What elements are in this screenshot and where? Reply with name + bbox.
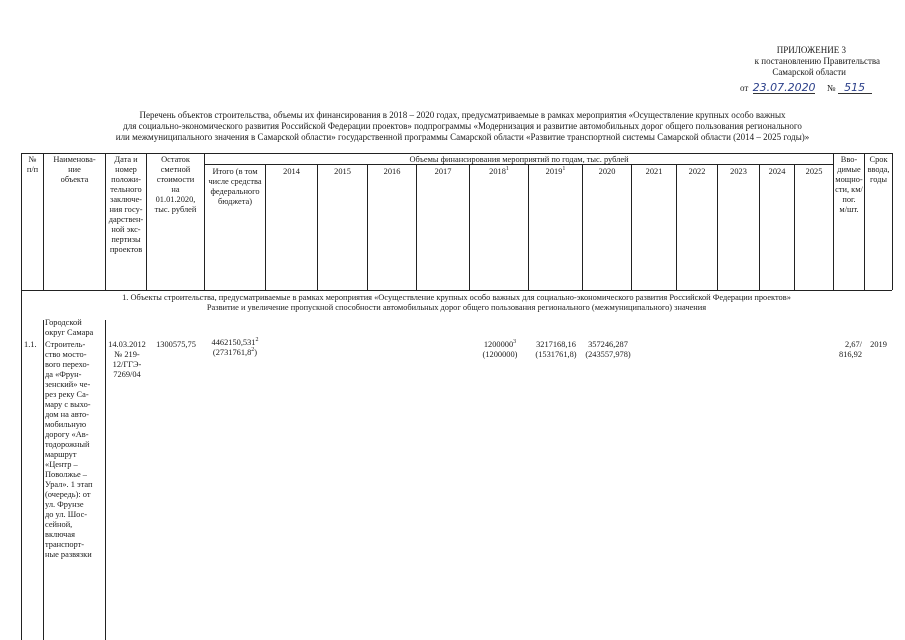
appendix-title: ПРИЛОЖЕНИЕ 3: [776, 45, 846, 55]
header-year-2018: 2018$^1$: [489, 166, 509, 176]
row-term: 2019: [870, 340, 887, 349]
header-year-2022: 2022: [688, 167, 706, 176]
col-line: [759, 164, 760, 290]
header-date: Дата и номер положи- тельного заключе- ния госу- дарствен- ной экс- пертизы проектов: [108, 155, 144, 254]
header-year-2023: 2023: [730, 167, 747, 176]
header-year-2016: 2016: [383, 167, 401, 176]
col-line: [416, 164, 417, 290]
col-line: [717, 164, 718, 290]
row-name: Строитель- ство мосто- вого перехо- да «Фрун- зенский» че- рез реку Са- мару с выхо- дом на авто- мобильную дорогу «Ав- тодорожный маршрут «Центр – Поволжье – Урал». 1 этап (очередь): от ул. Фрунзе до ул. Шос- сейной, включая транспорт- ные развязки: [45, 340, 93, 559]
row-date: 14.03.2012 № 219- 12/ГГЭ- 7269/04: [108, 340, 146, 379]
table-top-border: [21, 153, 892, 154]
header-year-2020: 2020: [598, 167, 616, 176]
appendix-line2: к постановлению Правительства: [754, 56, 880, 66]
col-line: [528, 164, 529, 290]
row-year-2020: 357246,287 (243557,978): [585, 340, 631, 359]
col-line: [631, 164, 632, 290]
col-line: [582, 164, 583, 290]
header-year-2025: 2025: [805, 167, 823, 176]
document-title: [60, 110, 865, 143]
row-remainder: 1300575,75: [156, 340, 196, 349]
header-year-2019: 2019$^1$: [545, 166, 566, 176]
header-num: № п/п: [26, 155, 39, 174]
date-prefix: от: [740, 83, 749, 93]
header-bottom-border: [21, 290, 892, 291]
header-name: Наименова- ние объекта: [53, 155, 96, 184]
col-line: [892, 153, 893, 290]
col-line: [469, 164, 470, 290]
row-year-2019: 3217168,16 (1531761,8): [535, 340, 577, 359]
header-year-2021: 2021: [645, 167, 663, 176]
number-handwritten: 515: [838, 82, 872, 94]
col-line: [265, 164, 266, 290]
date-handwritten: 23.07.2020: [752, 81, 816, 94]
col-line: [317, 164, 318, 290]
document-title-line2: для социально-экономического развития Российской Федерации проектов» подпрограммы «Модернизация и развитие автомобильных дорог общего пользования регионального: [123, 121, 802, 131]
header-funding-group: Объемы финансирования мероприятий по годам, тыс. рублей: [409, 155, 629, 164]
document-title-line1: Перечень объектов строительства, объемы их финансирования в 2018 – 2020 годах, предусматриваемые в рамках мероприятия «Осуществление крупных особо важных: [139, 110, 786, 120]
appendix-line3: Самарской области: [772, 67, 846, 77]
header-capacity: Вво- димые мощно- сти, км/ пог. м/шт.: [835, 155, 863, 214]
row-year-2018: 1200000$^3$ (1200000): [482, 339, 518, 359]
group-label: Городской округ Самара: [45, 318, 94, 337]
document-title-line3: или межмуниципального значения в Самарской области» государственной программы Самарской области «Развитие транспортной системы Самарской области (2014 – 2025 годы)»: [115, 132, 810, 142]
header-year-2024: 2024: [768, 167, 786, 176]
row-total: 4462150,531$^2$ (2731761,8$^2$): [211, 337, 259, 357]
header-year-2015: 2015: [334, 167, 351, 176]
appendix-block: [720, 45, 880, 78]
row-col-line: [43, 320, 44, 640]
header-total: Итого (в том числе средства федерального бюджета): [208, 167, 262, 206]
section-heading-line1: 1. Объекты строительства, предусматриваемые в рамках мероприятия «Осуществление крупных особо важных для социально-экономического развития Российской Федерации проектов»: [122, 293, 791, 302]
appendix-date-line: [740, 82, 880, 96]
row-num: 1.1.: [24, 340, 37, 349]
header-remainder: Остаток сметной стоимости на 01.01.2020, тыс. рублей: [154, 155, 197, 214]
col-line: [676, 164, 677, 290]
section-heading-line2: Развитие и увеличение пропускной способности автомобильных дорог общего пользования регионального (межмуниципального) значения: [206, 303, 707, 312]
col-line: [367, 164, 368, 290]
row-capacity: 2,67/ 816,92: [838, 340, 862, 359]
header-year-2014: 2014: [283, 167, 300, 176]
col-line: [21, 153, 22, 640]
section-heading: [21, 293, 892, 313]
header-year-2017: 2017: [434, 167, 452, 176]
number-prefix: №: [826, 83, 836, 93]
header-term: Срок ввода, годы: [867, 155, 890, 184]
col-line: [794, 164, 795, 290]
